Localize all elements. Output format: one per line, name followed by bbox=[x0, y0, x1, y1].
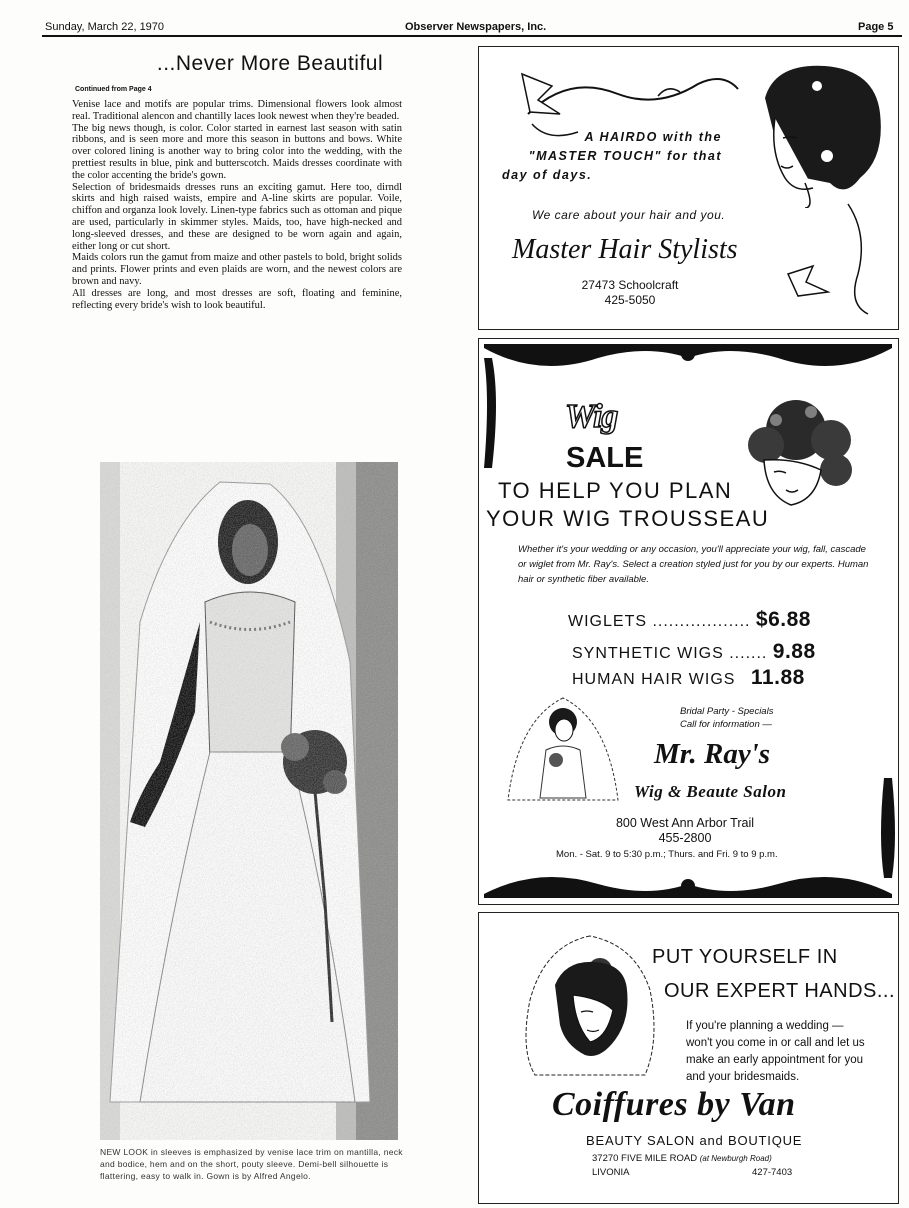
price-value: 9.88 bbox=[772, 640, 816, 663]
coiffure-address bbox=[592, 1153, 772, 1164]
bridal-line: Bridal Party - Specials bbox=[680, 706, 774, 717]
coiffure-address-note: (at Newburgh Road) bbox=[699, 1154, 772, 1163]
article-body bbox=[72, 99, 402, 311]
bridal-line: Call for information — bbox=[680, 719, 772, 730]
tagline-line: day of days. bbox=[502, 168, 593, 182]
master-brand-name: Master Hair Stylists bbox=[512, 234, 738, 265]
header-rule bbox=[42, 35, 902, 37]
article-paragraph: The big news though, is color. Color started in earnest last season with satin ribbons, and is seen more and more this season in buttons and bows. White over colored lining is another way to bring color into the wedding, with the prettiest results in blue, pink and butterscotch. Maids dresses coordinate with the color accenting the bride's gown. bbox=[72, 122, 402, 181]
master-contact bbox=[570, 278, 690, 308]
photo-caption: NEW LOOK in sleeves is emphasized by venise lace trim on mantilla, neck and bodice, hem and on the short, pouty sleeve. Demi-bell silhouette is flattering, easy to walk in. Gown is by Alfred Angelo. bbox=[100, 1147, 403, 1181]
price-value: $6.88 bbox=[755, 608, 811, 631]
coiffure-headline-1: PUT YOURSELF IN bbox=[652, 946, 838, 968]
coiffure-city: LIVONIA bbox=[592, 1167, 630, 1178]
master-care-line: We care about your hair and you. bbox=[532, 208, 726, 222]
price-value: 11.88 bbox=[750, 666, 805, 689]
price-row-synthetic bbox=[572, 640, 816, 664]
article-headline: ...Never More Beautiful bbox=[156, 52, 384, 75]
article-paragraph: Selection of bridesmaids dresses runs an exciting gamut. Here too, dirndl skirts and high raised waists, empire and A-line skirts are popular. Voile, chiffon and organza look lovely. Linen-type fabrics such as ottoman and pique are used, particularly in skimmer styles. Maids, too, have high-necked and long-sleeved dresses, and these are designed to be worn again and again, either long or cut short. bbox=[72, 181, 402, 252]
plan-line-1: TO HELP YOU PLAN bbox=[498, 478, 733, 503]
price-row-wiglets bbox=[568, 608, 811, 632]
coiffure-headline-2: OUR EXPERT HANDS... bbox=[664, 980, 896, 1002]
sale-heading: SALE bbox=[566, 442, 644, 474]
master-phone: 425-5050 bbox=[604, 293, 656, 307]
wig-phone: 455-2800 bbox=[658, 831, 712, 845]
wig-hours: Mon. - Sat. 9 to 5:30 p.m.; Thurs. and Fri. 9 to 9 p.m. bbox=[556, 849, 778, 860]
tagline-line: A HAIRDO with the bbox=[584, 130, 722, 144]
master-tagline bbox=[502, 128, 722, 185]
bride-veil-illustration bbox=[498, 690, 628, 810]
continued-note: Continued from Page 4 bbox=[75, 86, 152, 93]
bride-portrait-illustration bbox=[515, 930, 665, 1080]
price-item: HUMAN HAIR WIGS bbox=[572, 671, 736, 688]
price-row-human-hair bbox=[572, 666, 805, 690]
wig-salon-name: Wig & Beaute Salon bbox=[634, 782, 787, 801]
wig-description: Whether it's your wedding or any occasion, you'll appreciate your wig, fall, cascade or wiglet from Mr. Ray's. Select a creation styled just for you by our experts. Human hair or synthetic fiber available. bbox=[518, 544, 869, 585]
article-paragraph: Maids colors run the gamut from maize and other pastels to bold, bright solids and prints. Flower prints and even plaids are worn, and the newest colors are brown and navy. bbox=[72, 252, 402, 287]
wig-address: 800 West Ann Arbor Trail bbox=[615, 816, 755, 830]
coiffures-brand: Coiffures by Van bbox=[552, 1086, 796, 1123]
wig-contact bbox=[600, 816, 770, 846]
page-header bbox=[0, 0, 909, 40]
coiffure-phone: 427-7403 bbox=[752, 1167, 793, 1178]
coiffure-street: 37270 FIVE MILE ROAD bbox=[592, 1153, 698, 1164]
price-item: WIGLETS .................. bbox=[568, 613, 751, 630]
plan-line-2: YOUR WIG TROUSSEAU bbox=[486, 506, 770, 531]
master-address: 27473 Schoolcraft bbox=[581, 278, 679, 292]
coiffure-subtitle: BEAUTY SALON and BOUTIQUE bbox=[586, 1133, 803, 1148]
price-item: SYNTHETIC WIGS ....... bbox=[572, 645, 768, 662]
publisher-name: Observer Newspapers, Inc. bbox=[405, 21, 547, 33]
tagline-line: "MASTER TOUCH" for that bbox=[528, 149, 722, 163]
mr-rays-brand: Mr. Ray's bbox=[654, 738, 771, 770]
article-paragraph: All dresses are long, and most dresses are soft, floating and feminine, reflecting every bride's wish to look beautiful. bbox=[72, 287, 402, 311]
coiffure-body: If you're planning a wedding — won't you come in or call and let us make an early appointment for you and your bridesmaids. bbox=[686, 1020, 865, 1083]
article-paragraph: Venise lace and motifs are popular trims. Dimensional flowers look almost real. Traditional alencon and chantilly laces look newest when they're beaded. bbox=[72, 99, 402, 122]
curly-hair-woman-illustration bbox=[736, 390, 866, 520]
page-number: Page 5 bbox=[858, 21, 894, 33]
issue-date: Sunday, March 22, 1970 bbox=[45, 21, 165, 33]
bridal-specials bbox=[680, 705, 790, 731]
wig-logo: Wig bbox=[565, 398, 618, 435]
woman-hairstyle-illustration bbox=[735, 58, 885, 208]
bride-photo bbox=[100, 462, 398, 1140]
